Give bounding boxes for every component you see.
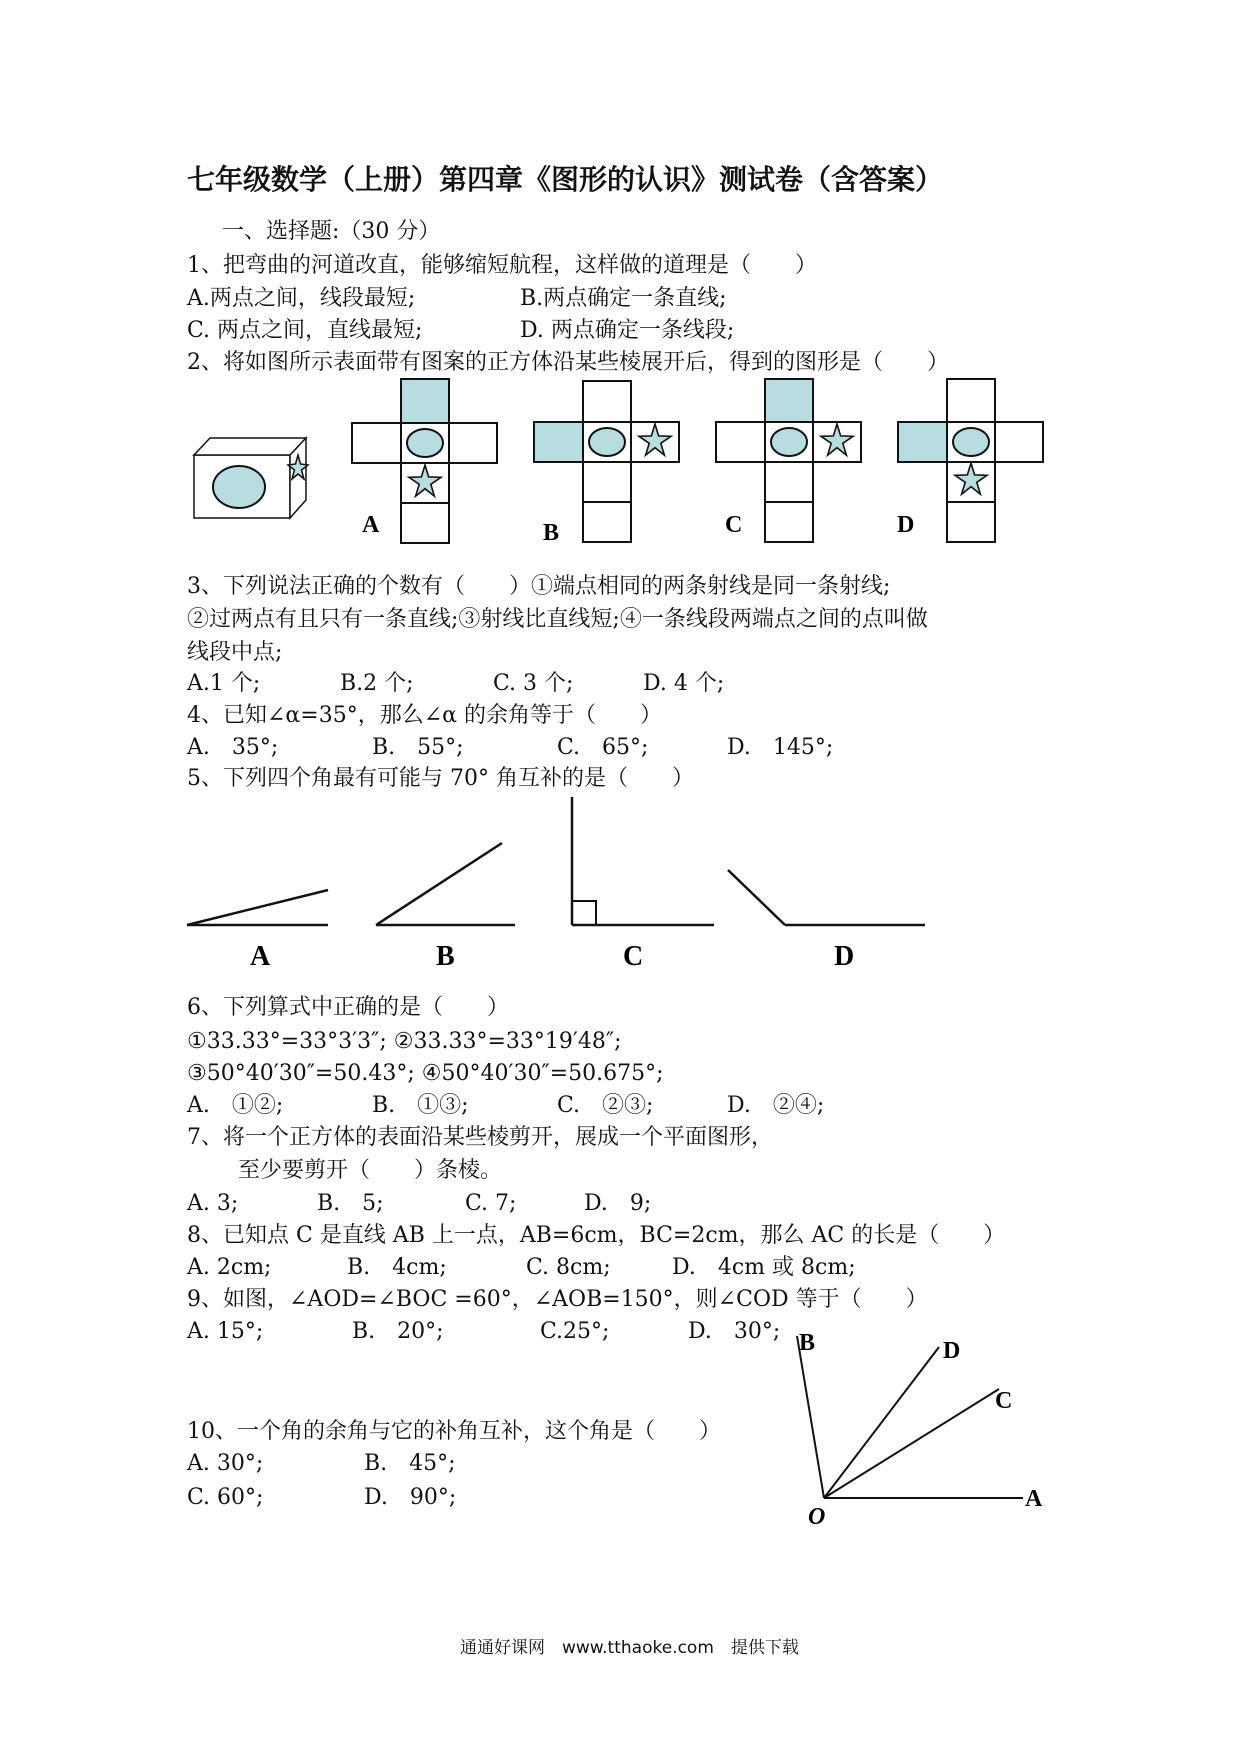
q5-angle-a bbox=[187, 890, 328, 925]
q2-label-b: B bbox=[543, 520, 560, 546]
q5-label-d: D bbox=[834, 941, 855, 972]
q3-option-a: A.1 个; bbox=[187, 671, 261, 696]
q9-option-b: B. 20°; bbox=[352, 1319, 444, 1344]
question-3-line2: ②过两点有且只有一条直线;③射线比直线短;④一条线段两端点之间的点叫做 bbox=[187, 607, 928, 632]
q3-option-b: B.2 个; bbox=[340, 671, 414, 696]
q8-option-a: A. 2cm; bbox=[187, 1255, 272, 1280]
q6-option-a: A. ①②; bbox=[187, 1093, 284, 1118]
q9-ray-figure bbox=[797, 1336, 1023, 1498]
question-2-stem: 2、将如图所示表面带有图案的正方体沿某些棱展开后，得到的图形是（ ） bbox=[187, 350, 949, 375]
q2-label-c: C bbox=[725, 512, 743, 538]
q1-option-b: B.两点确定一条直线; bbox=[520, 286, 727, 311]
q9-label-c: C bbox=[995, 1388, 1013, 1414]
q3-option-c: C. 3 个; bbox=[493, 671, 574, 696]
q2-label-d: D bbox=[897, 512, 915, 538]
page-title: 七年级数学（上册）第四章《图形的认识》测试卷（含答案） bbox=[187, 163, 944, 196]
q3-option-d: D. 4 个; bbox=[643, 671, 725, 696]
q9-label-o: O bbox=[808, 1504, 826, 1530]
q10-option-c: C. 60°; bbox=[187, 1485, 264, 1510]
footer-credit: 通通好课网 www.tthaoke.com 提供下载 bbox=[460, 1638, 799, 1658]
q9-label-a: A bbox=[1025, 1486, 1043, 1512]
q7-option-a: A. 3; bbox=[187, 1191, 239, 1216]
q6-option-c: C. ②③; bbox=[557, 1093, 654, 1118]
q9-option-a: A. 15°; bbox=[187, 1319, 264, 1344]
question-3-stem: 3、下列说法正确的个数有（ ）①端点相同的两条射线是同一条射线; bbox=[187, 574, 891, 599]
section-heading: 一、选择题:（30 分） bbox=[222, 219, 441, 244]
q9-label-d: D bbox=[943, 1338, 961, 1364]
q10-option-d: D. 90°; bbox=[364, 1485, 457, 1510]
q2-label-a: A bbox=[362, 512, 380, 538]
q1-option-c: C. 两点之间，直线最短; bbox=[187, 318, 423, 343]
q7-option-d: D. 9; bbox=[584, 1191, 652, 1216]
q6-option-b: B. ①③; bbox=[372, 1093, 469, 1118]
q1-option-d: D. 两点确定一条线段; bbox=[520, 318, 735, 343]
q7-option-c: C. 7; bbox=[465, 1191, 517, 1216]
question-6-line1: ①33.33°=33°3′3″; ②33.33°=33°19′48″; bbox=[187, 1029, 622, 1054]
question-7-stem: 7、将一个正方体的表面沿某些棱剪开，展成一个平面图形， bbox=[187, 1125, 773, 1150]
q8-option-d: D. 4cm 或 8cm; bbox=[672, 1255, 856, 1280]
question-7-line2: 至少要剪开（ ）条棱。 bbox=[238, 1158, 503, 1183]
q4-option-a: A. 35°; bbox=[187, 735, 279, 760]
q4-option-d: D. 145°; bbox=[727, 735, 834, 760]
q8-option-c: C. 8cm; bbox=[526, 1255, 611, 1280]
question-10-stem: 10、一个角的余角与它的补角互补，这个角是（ ） bbox=[187, 1419, 721, 1444]
question-8-stem: 8、已知点 C 是直线 AB 上一点，AB=6cm，BC=2cm，那么 AC 的长是（ ） bbox=[187, 1223, 1006, 1248]
cube-figure bbox=[194, 438, 308, 518]
q5-angle-d bbox=[728, 870, 925, 925]
q9-option-d: D. 30°; bbox=[688, 1319, 781, 1344]
q10-option-a: A. 30°; bbox=[187, 1451, 264, 1476]
q4-option-b: B. 55°; bbox=[372, 735, 464, 760]
question-1-stem: 1、把弯曲的河道改直，能够缩短航程，这样做的道理是（ ） bbox=[187, 253, 817, 278]
question-6-stem: 6、下列算式中正确的是（ ） bbox=[187, 995, 509, 1020]
q9-option-c: C.25°; bbox=[540, 1319, 610, 1344]
q5-label-a: A bbox=[250, 941, 271, 972]
q4-option-c: C. 65°; bbox=[557, 735, 649, 760]
q8-option-b: B. 4cm; bbox=[347, 1255, 447, 1280]
question-4-stem: 4、已知∠α=35°，那么∠α 的余角等于（ ） bbox=[187, 703, 662, 728]
question-9-stem: 9、如图，∠AOD=∠BOC =60°，∠AOB=150°，则∠COD 等于（ ） bbox=[187, 1287, 928, 1312]
q5-label-c: C bbox=[623, 941, 644, 972]
q7-option-b: B. 5; bbox=[317, 1191, 384, 1216]
q5-angle-b bbox=[376, 843, 515, 925]
question-5-stem: 5、下列四个角最有可能与 70° 角互补的是（ ） bbox=[187, 766, 694, 791]
q9-label-b: B bbox=[799, 1330, 816, 1356]
q1-option-a: A.两点之间，线段最短; bbox=[187, 286, 416, 311]
q6-option-d: D. ②④; bbox=[727, 1093, 825, 1118]
question-3-line3: 线段中点; bbox=[187, 640, 283, 665]
q5-label-b: B bbox=[436, 941, 455, 972]
net-b bbox=[534, 381, 679, 542]
question-6-line2: ③50°40′30″=50.43°; ④50°40′30″=50.675°; bbox=[187, 1061, 664, 1086]
q5-angle-c bbox=[572, 797, 714, 925]
q10-option-b: B. 45°; bbox=[364, 1451, 456, 1476]
net-d bbox=[898, 379, 1043, 542]
